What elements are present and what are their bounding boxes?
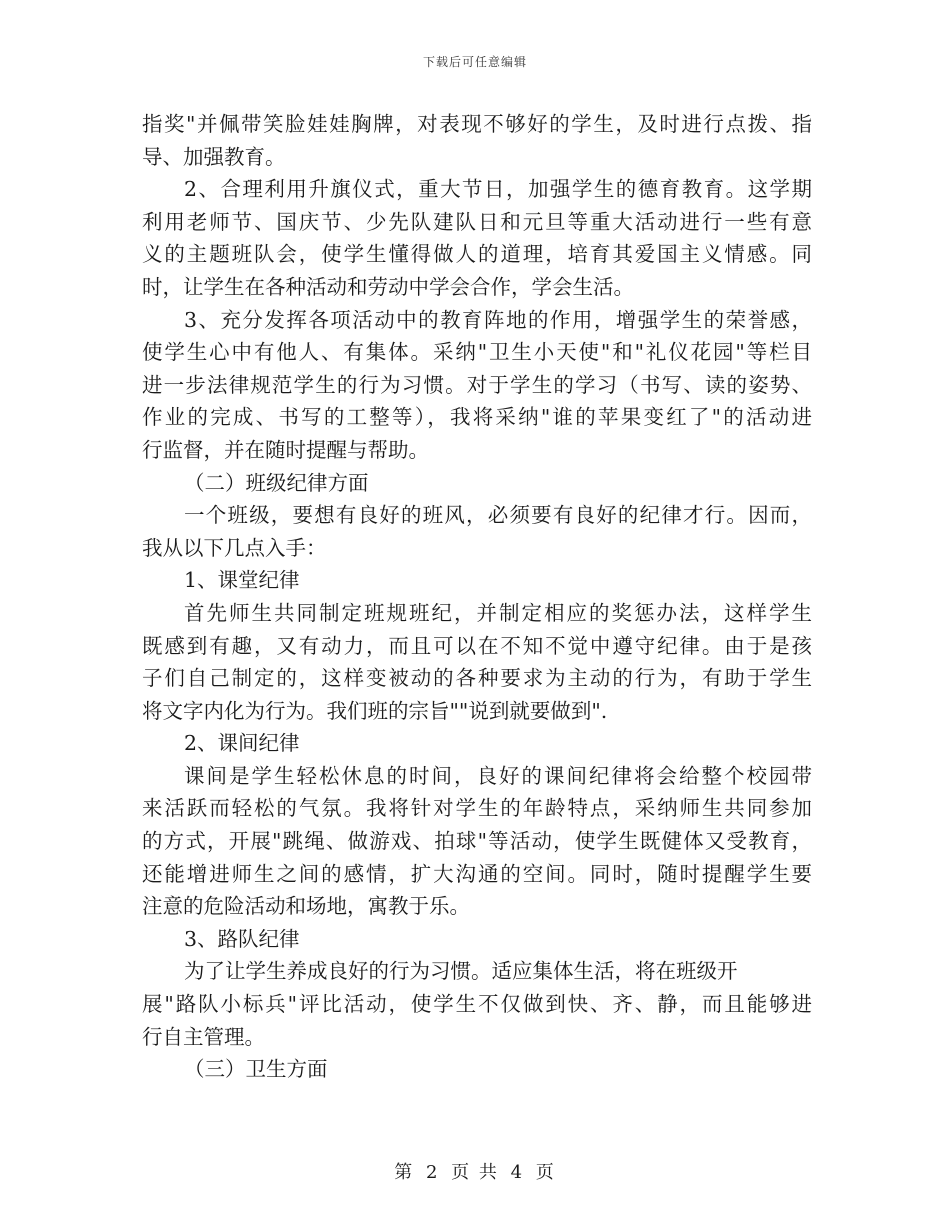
- text-line: 我从以下几点入手：: [142, 535, 327, 560]
- page-label-suffix: 页: [535, 1162, 556, 1183]
- current-page-number: 2: [425, 1162, 440, 1183]
- page-label-prefix: 第: [394, 1162, 415, 1183]
- text-line: 导、加强教育。: [142, 144, 286, 169]
- page-header: 下载后可任意编辑: [422, 55, 527, 69]
- text-line: （二）班级纪律方面: [184, 470, 369, 495]
- text-line: 将文字内化为行为。我们班的宗旨""说到就要做到".: [142, 698, 608, 723]
- text-line: 展"路队小标兵"评比活动，使学生不仅做到快、齐、静，而且能够进: [142, 992, 812, 1017]
- text-line: 3、路队纪律: [184, 926, 300, 951]
- text-line: 一个班级，要想有良好的班风，必须要有良好的纪律才行。因而，: [184, 503, 812, 528]
- text-line: 2、课间纪律: [184, 731, 300, 756]
- text-line: 课间是学生轻松休息的时间，良好的课间纪律将会给整个校园带: [184, 763, 812, 788]
- text-line: 3、充分发挥各项活动中的教育阵地的作用，增强学生的荣誉感，: [184, 307, 812, 332]
- text-line: 来活跃而轻松的气氛。我将针对学生的年龄特点，采纳师生共同参加: [142, 796, 812, 821]
- text-line: 的方式，开展"跳绳、做游戏、拍球"等活动，使学生既健体又受教育，: [142, 829, 812, 854]
- text-line: 2、合理利用升旗仪式，重大节日，加强学生的德育教育。这学期: [184, 177, 812, 202]
- page-label-mid: 页 共: [451, 1162, 499, 1183]
- text-line: 作业的完成、书写的工整等），我将采纳"谁的苹果变红了"的活动进: [142, 405, 812, 430]
- text-line: 使学生心中有他人、有集体。采纳"卫生小天使"和"礼仪花园"等栏目: [142, 340, 812, 365]
- text-line: 子们自己制定的，这样变被动的各种要求为主动的行为，有助于学生: [142, 666, 812, 691]
- text-line: 为了让学生养成良好的行为习惯。适应集体生活，将在班级开: [184, 959, 738, 984]
- text-line: 行自主管理。: [142, 1024, 265, 1049]
- text-line: 1、课堂纪律: [184, 568, 300, 593]
- text-line: 义的主题班队会，使学生懂得做人的道理，培育其爱国主义情感。同: [142, 242, 812, 267]
- total-pages-number: 4: [510, 1162, 525, 1183]
- document-body: [142, 108, 812, 1086]
- text-line: 进一步法律规范学生的行为习惯。对于学生的学习（书写、读的姿势、: [142, 372, 812, 397]
- text-line: 指奖"并佩带笑脸娃娃胸牌，对表现不够好的学生，及时进行点拨、指: [142, 112, 812, 136]
- text-line: 既感到有趣，又有动力，而且可以在不知不觉中遵守纪律。由于是孩: [142, 633, 812, 658]
- text-line: 利用老师节、国庆节、少先队建队日和元旦等重大活动进行一些有意: [142, 209, 812, 234]
- text-line: 注意的危险活动和场地，寓教于乐。: [142, 894, 470, 919]
- text-line: 行监督，并在随时提醒与帮助。: [142, 437, 429, 462]
- page-footer: [0, 1158, 950, 1184]
- text-line: （三）卫生方面: [184, 1057, 328, 1082]
- text-line: 时，让学生在各种活动和劳动中学会合作，学会生活。: [142, 274, 634, 299]
- text-line: 首先师生共同制定班规班纪，并制定相应的奖惩办法，这样学生: [184, 600, 812, 625]
- text-line: 还能增进师生之间的感情，扩大沟通的空间。同时，随时提醒学生要: [142, 861, 812, 886]
